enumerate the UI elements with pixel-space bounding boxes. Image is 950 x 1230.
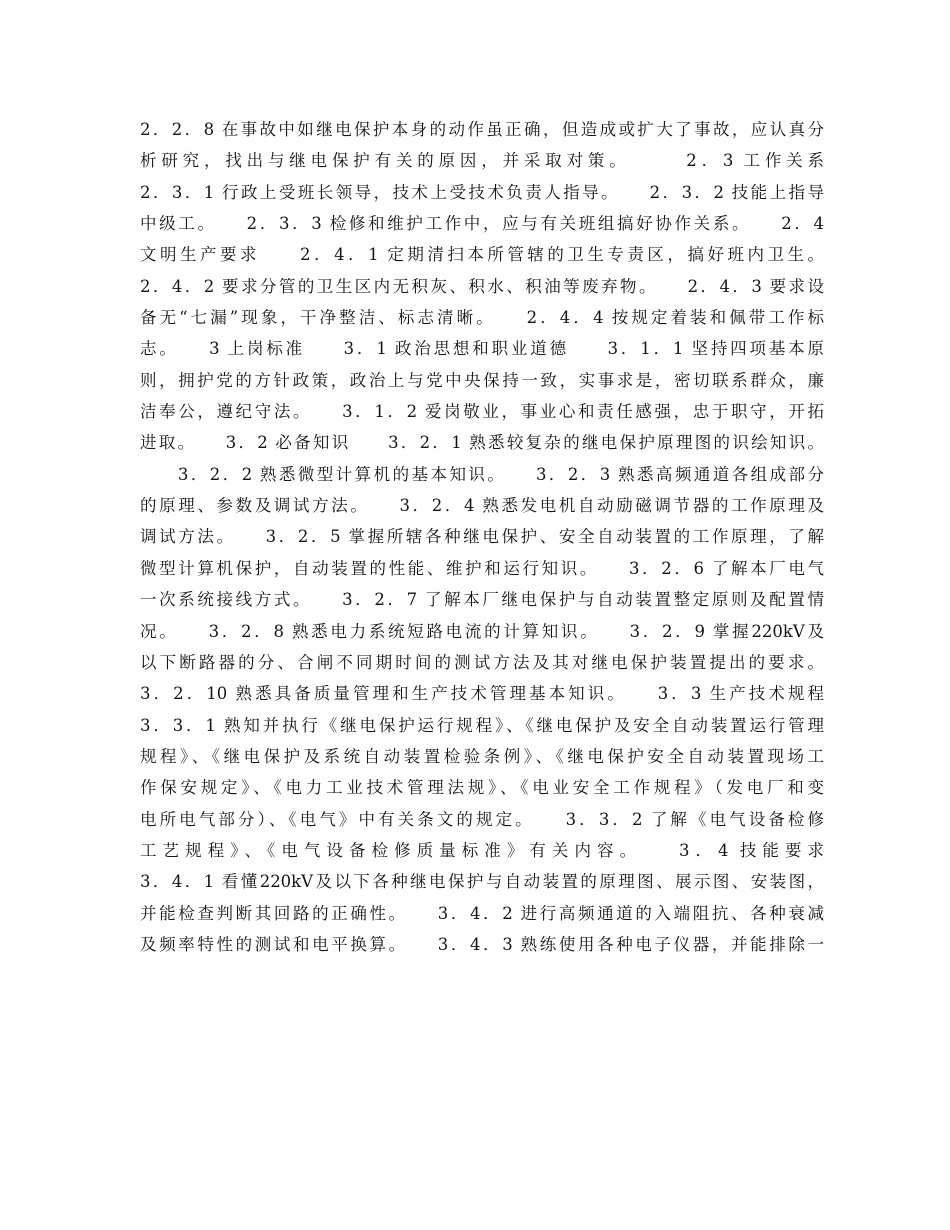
text-line: 规程》、《继电保护及系统自动装置检验条例》、《继电保护安全自动装置现场工 xyxy=(140,746,824,766)
text-line: 工艺规程》、《电气设备检修质量标准》有关内容。 3．4 技能要求 xyxy=(140,840,824,860)
text-line: 况。 3．2．8 熟悉电力系统短路电流的计算知识。 3．2．9 掌握220kV及 xyxy=(140,621,824,641)
text-line: 一次系统接线方式。 3．2．7 了解本厂继电保护与自动装置整定原则及配置情 xyxy=(140,590,824,610)
text-line: 3．2．2 熟悉微型计算机的基本知识。 3．2．3 熟悉高频通道各组成部分 xyxy=(140,464,824,484)
text-line: 调试方法。 3．2．5 掌握所辖各种继电保护、安全自动装置的工作原理，了解 xyxy=(140,527,824,547)
text-line: 电所电气部分）、《电气》中有关条文的规定。 3．3．2 了解《电气设备检修 xyxy=(140,809,824,829)
text-line: 3．2．10 熟悉具备质量管理和生产技术管理基本知识。 3．3 生产技术规程 xyxy=(140,684,824,704)
text-line: 2．2．8 在事故中如继电保护本身的动作虽正确，但造成或扩大了事故，应认真分 xyxy=(140,120,824,139)
text-line: 的原理、参数及调试方法。 3．2．4 熟悉发电机自动励磁调节器的工作原理及 xyxy=(140,496,824,516)
text-line: 中级工。 2．3．3 检修和维护工作中，应与有关班组搞好协作关系。 2．4 xyxy=(140,214,824,234)
text-line: 析研究，找出与继电保护有关的原因，并采取对策。 2．3 工作关系 xyxy=(140,151,824,171)
text-line: 3．3．1 熟知并执行《继电保护运行规程》、《继电保护及安全自动装置运行管理 xyxy=(140,715,824,735)
text-line: 3．4．1 看懂220kV及以下各种继电保护与自动装置的原理图、展示图、安装图， xyxy=(140,872,824,892)
text-line: 以下断路器的分、合闸不同期时间的测试方法及其对继电保护装置提出的要求。 xyxy=(140,652,824,672)
text-line: 备无“七漏”现象，干净整洁、标志清晰。 2．4．4 按规定着装和佩带工作标 xyxy=(140,308,824,328)
text-line: 志。 3 上岗标准 3．1 政治思想和职业道德 3．1．1 坚持四项基本原 xyxy=(140,339,824,359)
text-line: 2．4．2 要求分管的卫生区内无积灰、积水、积油等废弃物。 2．4．3 要求设 xyxy=(140,276,824,296)
text-line: 2．3．1 行政上受班长领导，技术上受技术负责人指导。 2．3．2 技能上指导 xyxy=(140,182,824,202)
text-line: 及频率特性的测试和电平换算。 3．4．3 熟练使用各种电子仪器，并能排除一 xyxy=(140,934,824,954)
text-line: 文明生产要求 2．4．1 定期清扫本所管辖的卫生专责区，搞好班内卫生。 xyxy=(140,245,824,265)
text-line: 洁奉公，遵纪守法。 3．1．2 爱岗敬业，事业心和责任感强，忠于职守，开拓 xyxy=(140,402,824,422)
text-line: 进取。 3．2 必备知识 3．2．1 熟悉较复杂的继电保护原理图的识绘知识。 xyxy=(140,433,824,453)
text-line: 并能检查判断其回路的正确性。 3．4．2 进行高频通道的入端阻抗、各种衰减 xyxy=(140,903,824,923)
text-line: 作保安规定》、《电力工业技术管理法规》、《电业安全工作规程》（发电厂和变 xyxy=(140,778,824,798)
text-line: 微型计算机保护，自动装置的性能、维护和运行知识。 3．2．6 了解本厂电气 xyxy=(140,558,824,578)
document-body-text xyxy=(140,114,824,960)
text-line: 则，拥护党的方针政策，政治上与党中央保持一致，实事求是，密切联系群众，廉 xyxy=(140,370,824,390)
